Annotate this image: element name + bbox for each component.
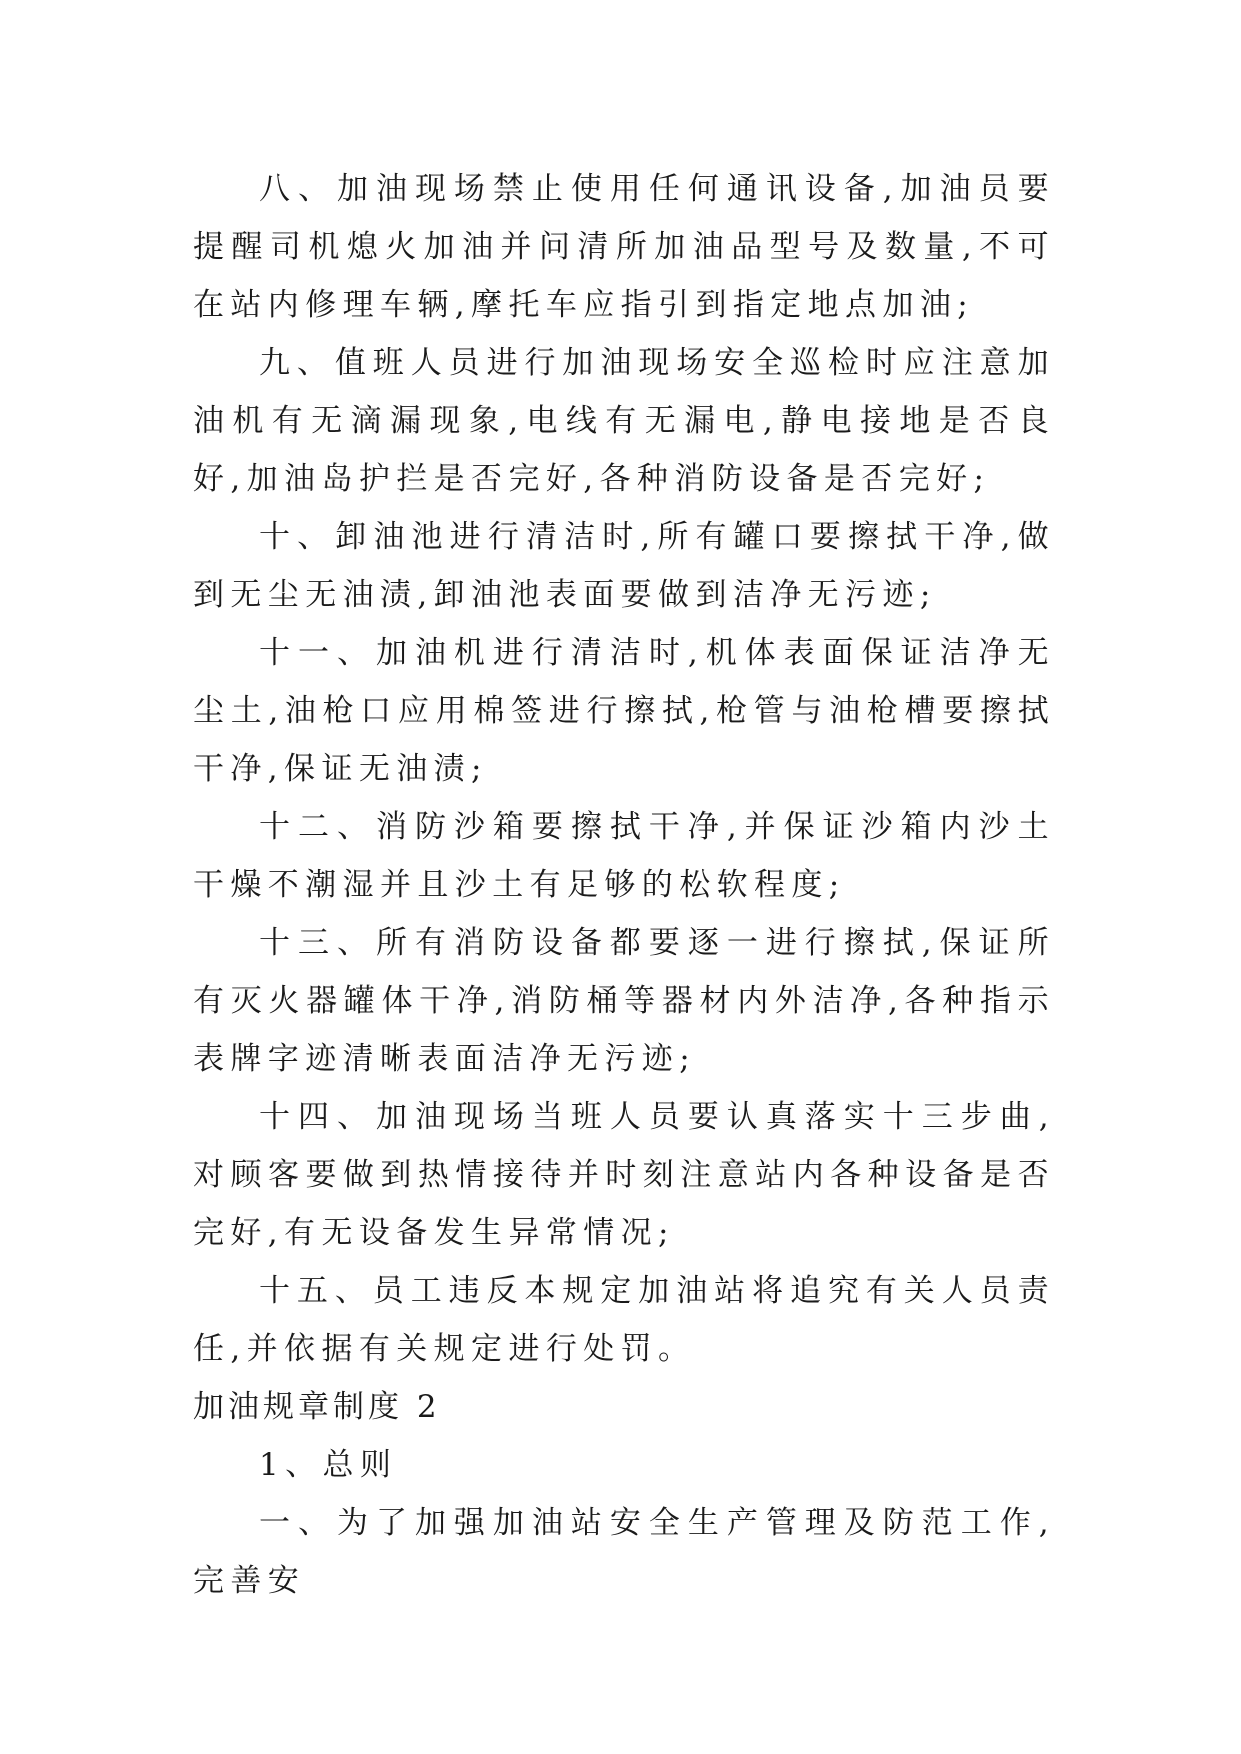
paragraph-13: 十三、所有消防设备都要逐一进行擦拭,保证所有灭火器罐体干净,消防桶等器材内外洁净,各种指示表牌字迹清晰表面洁净无污迹; — [193, 925, 1055, 1077]
paragraph-10: 十、卸油池进行清洁时,所有罐口要擦拭干净,做到无尘无油渍,卸油池表面要做到洁净无污迹; — [193, 519, 1055, 613]
paragraph-15: 十五、员工违反本规定加油站将追究有关人员责任,并依据有关规定进行处罚。 — [193, 1273, 1055, 1367]
paragraph-11: 十一、加油机进行清洁时,机体表面保证洁净无尘土,油枪口应用棉签进行擦拭,枪管与油枪槽要擦拭干净,保证无油渍; — [193, 635, 1055, 787]
subsection-title: 1、总则 — [259, 1447, 398, 1483]
paragraph-8: 八、加油现场禁止使用任何通讯设备,加油员要提醒司机熄火加油并问清所加油品型号及数量,不可在站内修理车辆,摩托车应指引到指定地点加油; — [193, 171, 1055, 323]
paragraph-9: 九、值班人员进行加油现场安全巡检时应注意加油机有无滴漏现象,电线有无漏电,静电接地是否良好,加油岛护拦是否完好,各种消防设备是否完好; — [193, 345, 1055, 497]
paragraph-general-1: 一、为了加强加油站安全生产管理及防范工作,完善安 — [193, 1505, 1055, 1599]
section-title: 加油规章制度 2 — [193, 1389, 441, 1425]
document-body — [193, 160, 1055, 1610]
paragraph-14: 十四、加油现场当班人员要认真落实十三步曲,对顾客要做到热情接待并时刻注意站内各种设备是否完好,有无设备发生异常情况; — [193, 1099, 1055, 1251]
paragraph-12: 十二、消防沙箱要擦拭干净,并保证沙箱内沙土干燥不潮湿并且沙土有足够的松软程度; — [193, 809, 1055, 903]
